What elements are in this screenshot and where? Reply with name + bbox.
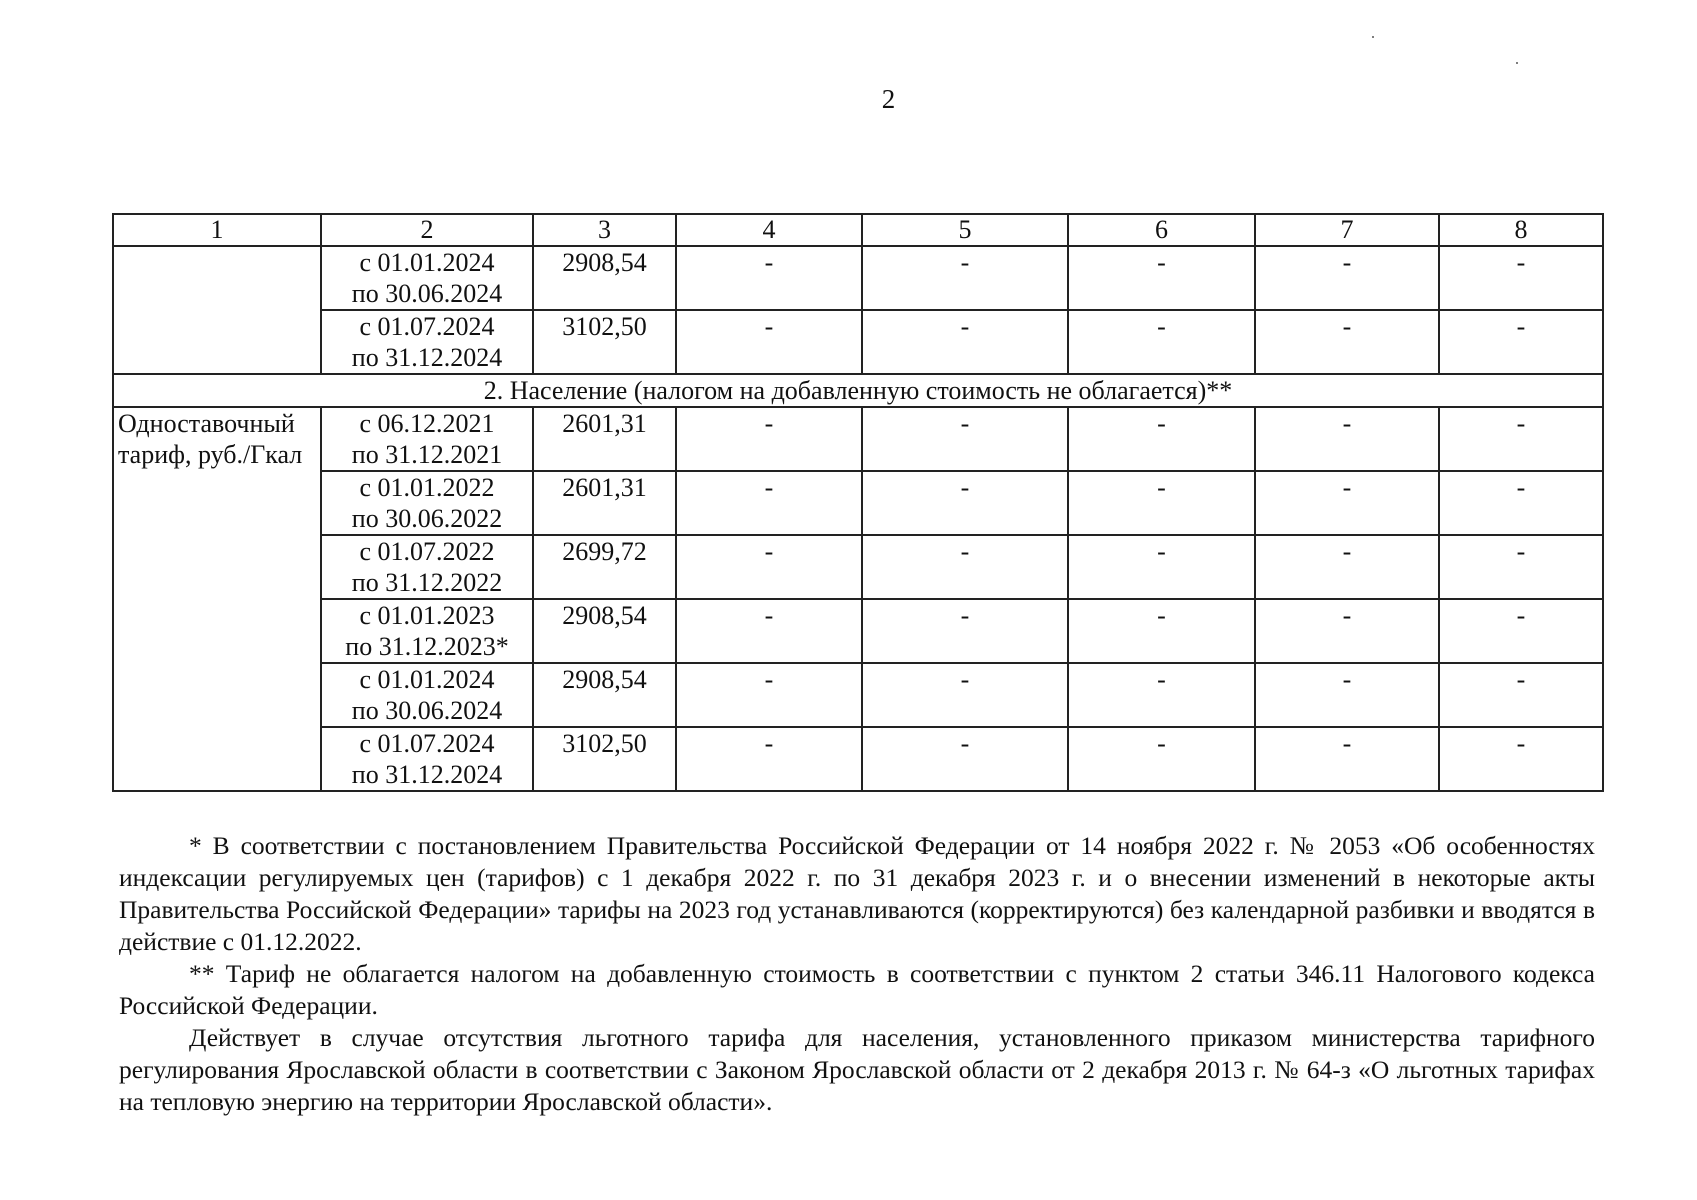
empty-category-cell bbox=[113, 246, 321, 374]
table-row bbox=[113, 663, 1603, 727]
section-row bbox=[113, 374, 1603, 407]
period-to: по 30.06.2022 bbox=[351, 504, 503, 533]
column-header: 4 bbox=[676, 214, 862, 246]
dash-cell: - bbox=[676, 663, 862, 727]
period-from: с 01.07.2024 bbox=[359, 729, 495, 758]
category-label: Одноставочный тариф, руб./Гкал bbox=[113, 407, 321, 791]
dash-cell: - bbox=[1255, 727, 1439, 791]
period-from: с 01.07.2024 bbox=[359, 312, 495, 341]
period-cell bbox=[321, 310, 533, 374]
dash-cell: - bbox=[1068, 246, 1255, 310]
dash-cell: - bbox=[1068, 310, 1255, 374]
tariff-value: 2908,54 bbox=[533, 246, 676, 310]
tariff-table bbox=[112, 213, 1604, 792]
tariff-value: 2699,72 bbox=[533, 535, 676, 599]
period-to: по 31.12.2022 bbox=[351, 568, 503, 597]
dash-cell: - bbox=[676, 471, 862, 535]
tariff-value: 2601,31 bbox=[533, 407, 676, 471]
dash-cell: - bbox=[676, 599, 862, 663]
column-header: 8 bbox=[1439, 214, 1603, 246]
dash-cell: - bbox=[1255, 246, 1439, 310]
footnote-applicability: Действует в случае отсутствия льготного тарифа для населения, установленного приказом министерства тарифного регулирования Ярославской области в соответствии с Законом Ярославской области от 2 декабря 2013 г. № 64-з «О льготных тарифах на тепловую энергию на территории Ярославской области». bbox=[119, 1023, 1595, 1116]
dash-cell: - bbox=[1255, 310, 1439, 374]
dash-cell: - bbox=[1439, 535, 1603, 599]
dash-cell: - bbox=[1439, 246, 1603, 310]
period-cell bbox=[321, 407, 533, 471]
period-from: с 01.01.2024 bbox=[359, 248, 495, 277]
dash-cell: - bbox=[676, 246, 862, 310]
dash-cell: - bbox=[1439, 471, 1603, 535]
scan-speck bbox=[1516, 62, 1518, 64]
dash-cell: - bbox=[676, 727, 862, 791]
dash-cell: - bbox=[1068, 535, 1255, 599]
dash-cell: - bbox=[1068, 471, 1255, 535]
period-cell bbox=[321, 471, 533, 535]
period-from: с 01.01.2024 bbox=[359, 665, 495, 694]
dash-cell: - bbox=[862, 471, 1068, 535]
period-to: по 31.12.2023* bbox=[345, 632, 509, 661]
tariff-value: 3102,50 bbox=[533, 310, 676, 374]
column-header: 5 bbox=[862, 214, 1068, 246]
dash-cell: - bbox=[862, 663, 1068, 727]
period-cell bbox=[321, 599, 533, 663]
period-to: по 30.06.2024 bbox=[351, 279, 503, 308]
dash-cell: - bbox=[1439, 727, 1603, 791]
dash-cell: - bbox=[1255, 599, 1439, 663]
dash-cell: - bbox=[1255, 407, 1439, 471]
period-cell bbox=[321, 727, 533, 791]
period-to: по 30.06.2024 bbox=[351, 696, 503, 725]
dash-cell: - bbox=[1068, 407, 1255, 471]
period-to: по 31.12.2021 bbox=[351, 440, 503, 469]
table-row bbox=[113, 471, 1603, 535]
column-header: 1 bbox=[113, 214, 321, 246]
column-header: 7 bbox=[1255, 214, 1439, 246]
dash-cell: - bbox=[862, 246, 1068, 310]
dash-cell: - bbox=[676, 407, 862, 471]
period-cell bbox=[321, 663, 533, 727]
dash-cell: - bbox=[862, 310, 1068, 374]
period-from: с 01.01.2023 bbox=[359, 601, 495, 630]
dash-cell: - bbox=[1068, 663, 1255, 727]
dash-cell: - bbox=[676, 310, 862, 374]
table-row bbox=[113, 407, 1603, 471]
period-to: по 31.12.2024 bbox=[351, 760, 503, 789]
dash-cell: - bbox=[1068, 727, 1255, 791]
tariff-value: 3102,50 bbox=[533, 727, 676, 791]
column-header: 3 bbox=[533, 214, 676, 246]
period-cell bbox=[321, 535, 533, 599]
dash-cell: - bbox=[676, 535, 862, 599]
scan-speck bbox=[1372, 36, 1374, 38]
dash-cell: - bbox=[1255, 471, 1439, 535]
dash-cell: - bbox=[1439, 663, 1603, 727]
table-header-row bbox=[113, 214, 1603, 246]
dash-cell: - bbox=[1439, 407, 1603, 471]
dash-cell: - bbox=[862, 727, 1068, 791]
footnote-double-asterisk: ** Тариф не облагается налогом на добавленную стоимость в соответствии с пунктом 2 статьи 346.11 Налогового кодекса Российской Федерации. bbox=[119, 959, 1595, 1020]
dash-cell: - bbox=[1439, 599, 1603, 663]
dash-cell: - bbox=[1255, 535, 1439, 599]
period-from: с 01.01.2022 bbox=[359, 473, 495, 502]
footnote-single-asterisk: * В соответствии с постановлением Правительства Российской Федерации от 14 ноября 2022 г. № 2053 «Об особенностях индексации регулируемых цен (тарифов) с 1 декабря 2022 г. по 31 декабря 2023 г. и о внесении изменений в некоторые акты Правительства Российской Федерации» тарифы на 2023 год устанавливаются (корректируются) без календарной разбивки и вводятся в действие с 01.12.2022. bbox=[119, 831, 1595, 956]
dash-cell: - bbox=[1255, 663, 1439, 727]
dash-cell: - bbox=[1068, 599, 1255, 663]
period-cell bbox=[321, 246, 533, 310]
dash-cell: - bbox=[862, 407, 1068, 471]
column-header: 6 bbox=[1068, 214, 1255, 246]
dash-cell: - bbox=[1439, 310, 1603, 374]
table-row bbox=[113, 727, 1603, 791]
table-row bbox=[113, 246, 1603, 310]
tariff-value: 2601,31 bbox=[533, 471, 676, 535]
section-title: 2. Население (налогом на добавленную стоимость не облагается)** bbox=[113, 374, 1603, 407]
footnotes bbox=[119, 830, 1595, 1118]
dash-cell: - bbox=[862, 599, 1068, 663]
table-row bbox=[113, 535, 1603, 599]
tariff-value: 2908,54 bbox=[533, 663, 676, 727]
period-from: с 01.07.2022 bbox=[359, 537, 495, 566]
column-header: 2 bbox=[321, 214, 533, 246]
tariff-value: 2908,54 bbox=[533, 599, 676, 663]
page-number: 2 bbox=[881, 84, 896, 114]
table-row bbox=[113, 310, 1603, 374]
table-row bbox=[113, 599, 1603, 663]
period-from: с 06.12.2021 bbox=[359, 409, 495, 438]
period-to: по 31.12.2024 bbox=[351, 343, 503, 372]
dash-cell: - bbox=[862, 535, 1068, 599]
